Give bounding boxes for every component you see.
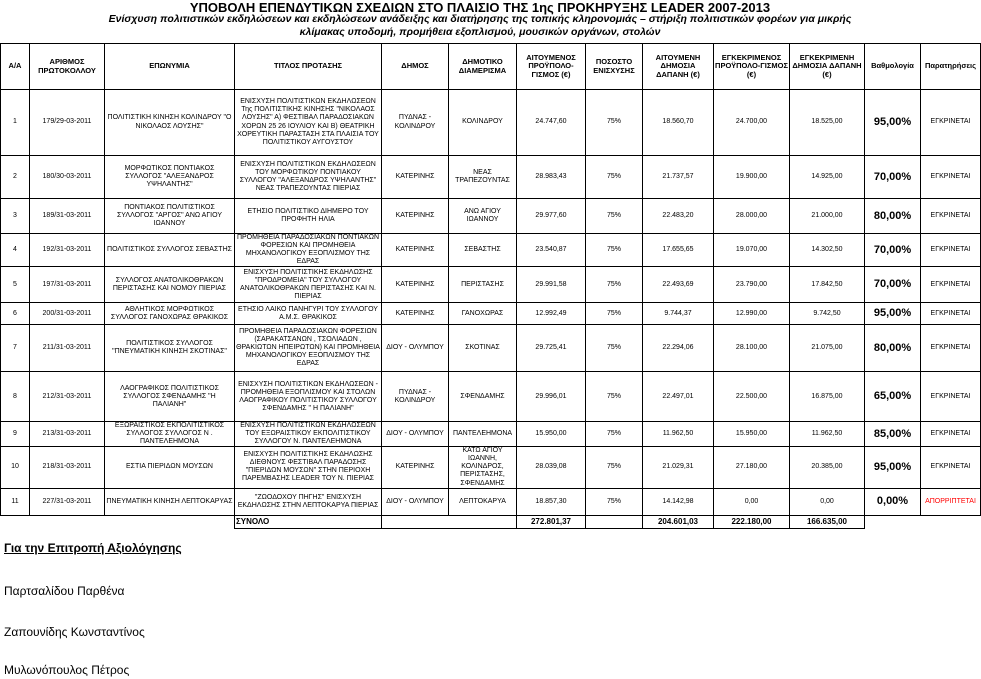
- cell-proposal: ΕΝΙΣΧΥΣΗ ΠΟΛΙΤΙΣΤΙΚΩΝ ΕΚΔΗΛΩΣΕΩΝ ΤΟΥ ΜΟΡΦΩΤΙΚΟΥ ΠΟΝΤΙΑΚΟΥ ΣΥΛΛΟΓΟΥ "ΑΛΕΞΑΝΔΡΟΣ ΥΨΗΛΑΝΤΗΣ" ΝΕΑΣ ΤΡΑΠΕΖΟΥΝΤΑΣ ΠΙΕΡΙΑΣ: [235, 156, 382, 199]
- cell-score: 95,00%: [865, 447, 921, 488]
- header-remarks: Παρατηρήσεις: [921, 44, 981, 90]
- cell-name: ΠΟΛΙΤΙΣΤΙΚΟΣ ΣΥΛΛΟΓΟΣ "ΠΝΕΥΜΑΤΙΚΗ ΚΙΝΗΣΗ ΣΚΟΤΙΝΑΣ": [105, 325, 235, 372]
- committee-member: Ζαπουνίδης Κωνσταντίνος: [4, 625, 145, 639]
- cell-requested-public: 22.483,20: [643, 199, 714, 234]
- header-protocol: ΑΡΙΘΜΟΣ ΠΡΩΤΟΚΟΛΛΟΥ: [30, 44, 105, 90]
- totals-row: [1, 515, 981, 528]
- cell-aid-rate: 75%: [586, 303, 643, 325]
- cell-proposal: ΠΡΟΜΗΘΕΙΑ ΠΑΡΑΔΟΣΙΑΚΩΝ ΦΟΡΕΣΙΩΝ (ΣΑΡΑΚΑΤΣΑΝΩΝ , ΤΣΟΛΙΑΔΩΝ , ΘΡΑΚΙΩΤΩΝ ΗΠΕΙΡΩΤΩΝ) ΚΑΙ ΠΡΟΜΗΘΕΙΑ ΜΗΧΑΝΟΛΟΓΙΚΟΥ ΕΞΟΠΛΙΣΜΟΥ ΤΗΣ ΕΔΡΑΣ: [235, 325, 382, 372]
- cell-requested-budget: 28.039,08: [517, 447, 586, 488]
- cell-approved-public: 20.385,00: [790, 447, 865, 488]
- cell-protocol: 218/31-03-2011: [30, 447, 105, 488]
- cell-requested-public: 14.142,98: [643, 488, 714, 515]
- cell-requested-budget: 24.747,60: [517, 90, 586, 156]
- cell-proposal: ΕΤΗΣΙΟ ΠΟΛΙΤΙΣΤΙΚΟ ΔΙΗΜΕΡΟ ΤΟΥ ΠΡΟΦΗΤΗ ΗΛΙΑ: [235, 199, 382, 234]
- header-approved-public: ΕΓΚΕΚΡΙΜΕΝΗ ΔΗΜΟΣΙΑ ΔΑΠΑΝΗ (€): [790, 44, 865, 90]
- header-requested-budget: ΑΙΤΟΥΜΕΝΟΣ ΠΡΟΫΠΟΛΟ-ΓΙΣΜΟΣ (€): [517, 44, 586, 90]
- cell-remarks: ΕΓΚΡΙΝΕΤΑΙ: [921, 267, 981, 303]
- cell-district: ΣΦΕΝΔΑΜΗΣ: [449, 372, 517, 422]
- cell-protocol: 179/29-03-2011: [30, 90, 105, 156]
- cell-approved-public: 17.842,50: [790, 267, 865, 303]
- cell-requested-budget: 18.857,30: [517, 488, 586, 515]
- cell-protocol: 200/31-03-2011: [30, 303, 105, 325]
- cell-approved-budget: 28.100,00: [714, 325, 790, 372]
- applications-table: [0, 43, 981, 529]
- cell-proposal: "ΖΩΟΔΟΧΟΥ ΠΗΓΗΣ" ΕΝΙΣΧΥΣΗ ΕΚΔΗΛΩΣΗΣ ΣΤΗΝ ΛΕΠΤΟΚΑΡΥΑ ΠΙΕΡΙΑΣ: [235, 488, 382, 515]
- cell-protocol: 211/31-03-2011: [30, 325, 105, 372]
- table-row: [1, 267, 981, 303]
- cell-remarks: ΕΓΚΡΙΝΕΤΑΙ: [921, 325, 981, 372]
- cell-name: ΣΥΛΛΟΓΟΣ ΑΝΑΤΟΛΙΚΟΘΡΑΚΩΝ ΠΕΡΙΣΤΑΣΗΣ ΚΑΙ ΝΟΜΟΥ ΠΙΕΡΙΑΣ: [105, 267, 235, 303]
- cell-municipality: ΠΥΔΝΑΣ - ΚΟΛΙΝΔΡΟΥ: [382, 90, 449, 156]
- cell-name: ΕΞΩΡΑΙΣΤΙΚΟΣ ΕΚΠΟΛΙΤΙΣΤΙΚΟΣ ΣΥΛΛΟΓΟΣ ΣΥΛΛΟΓΟΣ Ν . ΠΑΝΤΕΛΕΗΜΟΝΑ: [105, 422, 235, 447]
- cell-aa: 2: [1, 156, 30, 199]
- cell-approved-public: 9.742,50: [790, 303, 865, 325]
- cell-district: ΝΕΑΣ ΤΡΑΠΕΖΟΥΝΤΑΣ: [449, 156, 517, 199]
- committee-title: Για την Επιτροπή Αξιολόγησης: [4, 541, 182, 555]
- header-aa: Α/Α: [1, 44, 30, 90]
- cell-requested-budget: 29.991,58: [517, 267, 586, 303]
- totals-label: ΣΥΝΟΛΟ: [235, 515, 382, 528]
- cell-district: ΓΑΝΟΧΩΡΑΣ: [449, 303, 517, 325]
- table-row: [1, 234, 981, 267]
- cell-approved-public: 21.075,00: [790, 325, 865, 372]
- cell-aa: 10: [1, 447, 30, 488]
- page-subtitle-line2: κλίμακας υποδομή, προμήθεια εξοπλισμού, μουσικών οργάνων, στολών: [299, 26, 661, 38]
- cell-district: ΚΑΤΩ ΑΓΙΟΥ ΙΩΑΝΝΗ, ΚΟΛΙΝΔΡΟΣ, ΠΕΡΙΣΤΑΣΗΣ, ΣΦΕΝΔΑΜΗΣ: [449, 447, 517, 488]
- cell-requested-public: 9.744,37: [643, 303, 714, 325]
- cell-score: 95,00%: [865, 303, 921, 325]
- page-subtitle-line1: Ενίσχυση πολιτιστικών εκδηλώσεων και εκδηλώσεων ανάδειξης και διατήρησης της τοπικής κληρονομιάς – στήριξη πολιτιστικών φορέων για μικρής: [108, 13, 852, 25]
- cell-name: ΠΝΕΥΜΑΤΙΚΗ ΚΙΝΗΣΗ ΛΕΠΤΟΚΑΡΥΑΣ: [105, 488, 235, 515]
- cell-remarks: ΕΓΚΡΙΝΕΤΑΙ: [921, 156, 981, 199]
- table-row: [1, 199, 981, 234]
- total-approved-public: 166.635,00: [790, 515, 865, 528]
- cell-municipality: ΚΑΤΕΡΙΝΗΣ: [382, 267, 449, 303]
- header-municipality: ΔΗΜΟΣ: [382, 44, 449, 90]
- cell-protocol: 197/31-03-2011: [30, 267, 105, 303]
- cell-requested-budget: 23.540,87: [517, 234, 586, 267]
- cell-district: ΛΕΠΤΟΚΑΡΥΑ: [449, 488, 517, 515]
- cell-approved-public: 11.962,50: [790, 422, 865, 447]
- cell-approved-public: 14.302,50: [790, 234, 865, 267]
- table-row: [1, 488, 981, 515]
- cell-score: 70,00%: [865, 156, 921, 199]
- total-requested-budget: 272.801,37: [517, 515, 586, 528]
- cell-district: ΣΕΒΑΣΤΗΣ: [449, 234, 517, 267]
- table-header-row: [1, 44, 981, 90]
- cell-municipality: ΚΑΤΕΡΙΝΗΣ: [382, 156, 449, 199]
- cell-requested-public: 18.560,70: [643, 90, 714, 156]
- cell-approved-public: 16.875,00: [790, 372, 865, 422]
- cell-approved-budget: 12.990,00: [714, 303, 790, 325]
- cell-aa: 4: [1, 234, 30, 267]
- cell-protocol: 192/31-03-2011: [30, 234, 105, 267]
- cell-remarks: ΕΓΚΡΙΝΕΤΑΙ: [921, 422, 981, 447]
- committee-member: Μυλωνόπουλος Πέτρος: [4, 663, 130, 677]
- table-row: [1, 303, 981, 325]
- cell-approved-budget: 22.500,00: [714, 372, 790, 422]
- cell-proposal: ΕΝΙΣΧΥΣΗ ΠΟΛΙΤΙΣΤΙΚΩΝ ΕΚΔΗΛΩΣΕΩΝ Της ΠΟΛΙΤΙΣΤΙΚΗΣ ΚΙΝΗΣΗΣ "ΝΙΚΟΛΑΟΣ ΛΟΥΣΗΣ" Α) ΦΕΣΤΙΒΑΛ ΠΑΡΑΔΟΣΙΑΚΩΝ ΧΟΡΩΝ 25 26 ΙΟΥΛΙΟΥ ΚΑΙ Β) ΘΕΑΤΡΙΚΗ ΧΟΡΕΥΤΙΚΗ ΠΑΡΑΣΤΑΣΗ ΣΤΑ ΠΛΑΙΣΙΑ ΤΟΥ ΠΟΛΙΤΙΣΤΙΚΟΥ ΑΥΓΟΥΣΤΟΥ: [235, 90, 382, 156]
- cell-remarks: ΕΓΚΡΙΝΕΤΑΙ: [921, 303, 981, 325]
- cell-district: ΑΝΩ ΑΓΙΟΥ ΙΩΑΝΝΟΥ: [449, 199, 517, 234]
- page-title: ΥΠΟΒΟΛΗ ΕΠΕΝΔΥΤΙΚΩΝ ΣΧΕΔΙΩΝ ΣΤΟ ΠΛΑΙΣΙΟ ΤΗΣ 1ης ΠΡΟΚΗΡΥΞΗΣ LEADER 2007-2013: [189, 0, 771, 15]
- cell-requested-budget: 15.950,00: [517, 422, 586, 447]
- cell-requested-budget: 29.725,41: [517, 325, 586, 372]
- cell-approved-budget: 15.950,00: [714, 422, 790, 447]
- cell-protocol: 213/31-03-2011: [30, 422, 105, 447]
- table-row: [1, 372, 981, 422]
- cell-aid-rate: 75%: [586, 156, 643, 199]
- total-requested-public: 204.601,03: [643, 515, 714, 528]
- cell-aa: 3: [1, 199, 30, 234]
- cell-requested-public: 11.962,50: [643, 422, 714, 447]
- cell-name: ΠΟΛΙΤΙΣΤΙΚΗ ΚΙΝΗΣΗ ΚΟΛΙΝΔΡΟΥ "Ο ΝΙΚΟΛΑΟΣ ΛΟΥΣΗΣ": [105, 90, 235, 156]
- cell-municipality: ΚΑΤΕΡΙΝΗΣ: [382, 447, 449, 488]
- cell-municipality: ΚΑΤΕΡΙΝΗΣ: [382, 199, 449, 234]
- cell-aa: 7: [1, 325, 30, 372]
- cell-approved-budget: 0,00: [714, 488, 790, 515]
- cell-requested-public: 21.029,31: [643, 447, 714, 488]
- cell-requested-budget: 29.996,01: [517, 372, 586, 422]
- table-row: [1, 447, 981, 488]
- cell-score: 95,00%: [865, 90, 921, 156]
- cell-aid-rate: 75%: [586, 488, 643, 515]
- cell-protocol: 189/31-03-2011: [30, 199, 105, 234]
- cell-aid-rate: 75%: [586, 372, 643, 422]
- cell-municipality: ΠΥΔΝΑΣ - ΚΟΛΙΝΔΡΟΥ: [382, 372, 449, 422]
- cell-requested-public: 17.655,65: [643, 234, 714, 267]
- cell-requested-public: 21.737,57: [643, 156, 714, 199]
- cell-district: ΣΚΟΤΙΝΑΣ: [449, 325, 517, 372]
- cell-district: ΚΟΛΙΝΔΡΟΥ: [449, 90, 517, 156]
- cell-proposal: ΕΝΙΣΧΥΣΗ ΠΟΛΙΤΙΣΤΙΚΩΝ ΕΚΔΗΛΩΣΕΩΝ - ΠΡΟΜΗΘΕΙΑ ΕΞΟΠΛΙΣΜΟΥ ΚΑΙ ΣΤΟΛΩΝ ΛΑΟΓΡΑΦΙΚΟΥ ΠΟΛΙΤΙΣΤΙΚΟΥ ΣΥΛΛΟΓΟΥ ΣΦΕΝΔΑΜΗΣ " Η ΠΑΛΙΑΝΗ": [235, 372, 382, 422]
- header-name: ΕΠΩΝΥΜΙΑ: [105, 44, 235, 90]
- cell-score: 0,00%: [865, 488, 921, 515]
- cell-aa: 1: [1, 90, 30, 156]
- cell-protocol: 212/31-03-2011: [30, 372, 105, 422]
- cell-aid-rate: 75%: [586, 199, 643, 234]
- cell-district: ΠΑΝΤΕΛΕΗΜΟΝΑ: [449, 422, 517, 447]
- cell-proposal: ΕΝΙΣΧΥΣΗ ΠΟΛΙΤΙΣΤΙΚΗΣ ΕΚΔΗΛΩΣΗΣ "ΠΡΟΔΡΟΜΕΙΑ" ΤΟΥ ΣΥΛΛΟΓΟΥ ΑΝΑΤΟΛΙΚΟΘΡΑΚΩΝ ΠΕΡΙΣΤΑΣΗΣ ΚΑΙ Ν. ΠΙΕΡΙΑΣ: [235, 267, 382, 303]
- cell-requested-public: 22.294,06: [643, 325, 714, 372]
- cell-aid-rate: 75%: [586, 447, 643, 488]
- cell-aa: 11: [1, 488, 30, 515]
- cell-name: ΜΟΡΦΩΤΙΚΟΣ ΠΟΝΤΙΑΚΟΣ ΣΥΛΛΟΓΟΣ "ΑΛΕΞΑΝΔΡΟΣ ΥΨΗΛΑΝΤΗΣ": [105, 156, 235, 199]
- cell-municipality: ΔΙΟΥ - ΟΛΥΜΠΟΥ: [382, 422, 449, 447]
- cell-remarks: ΕΓΚΡΙΝΕΤΑΙ: [921, 234, 981, 267]
- table-row: [1, 156, 981, 199]
- cell-score: 80,00%: [865, 325, 921, 372]
- cell-protocol: 180/30-03-2011: [30, 156, 105, 199]
- committee-member: Παρτσαλίδου Παρθένα: [4, 584, 125, 598]
- cell-protocol: 227/31-03-2011: [30, 488, 105, 515]
- header-requested-public: ΑΙΤΟΥΜΕΝΗ ΔΗΜΟΣΙΑ ΔΑΠΑΝΗ (€): [643, 44, 714, 90]
- cell-score: 70,00%: [865, 234, 921, 267]
- cell-approved-budget: 28.000,00: [714, 199, 790, 234]
- cell-name: ΠΟΛΙΤΙΣΤΙΚΟΣ ΣΥΛΛΟΓΟΣ ΣΕΒΑΣΤΗΣ: [105, 234, 235, 267]
- cell-approved-public: 14.925,00: [790, 156, 865, 199]
- cell-aa: 9: [1, 422, 30, 447]
- cell-name: ΠΟΝΤΙΑΚΟΣ ΠΟΛΙΤΙΣΤΙΚΟΣ ΣΥΛΛΟΓΟΣ "ΑΡΓΟΣ" ΑΝΩ ΑΓΙΟΥ ΙΩΑΝΝΟΥ: [105, 199, 235, 234]
- cell-name: ΑΘΛΗΤΙΚΟΣ ΜΟΡΦΩΤΙΚΟΣ ΣΥΛΛΟΓΟΣ ΓΑΝΟΧΩΡΑΣ ΘΡΑΚΙΚΟΣ: [105, 303, 235, 325]
- cell-municipality: ΚΑΤΕΡΙΝΗΣ: [382, 303, 449, 325]
- cell-aid-rate: 75%: [586, 325, 643, 372]
- cell-remarks: ΕΓΚΡΙΝΕΤΑΙ: [921, 90, 981, 156]
- cell-approved-public: 18.525,00: [790, 90, 865, 156]
- cell-requested-budget: 28.983,43: [517, 156, 586, 199]
- cell-aa: 5: [1, 267, 30, 303]
- table-row: [1, 422, 981, 447]
- cell-proposal: ΠΡΟΜΗΘΕΙΑ ΠΑΡΑΔΟΣΙΑΚΩΝ ΠΟΝΤΙΑΚΩΝ ΦΟΡΕΣΙΩΝ ΚΑΙ ΠΡΟΜΗΘΕΙΑ ΜΗΧΑΝΟΛΟΓΙΚΟΥ ΕΞΟΠΛΙΣΜΟΥ ΤΗΣ ΕΔΡΑΣ: [235, 234, 382, 267]
- cell-score: 80,00%: [865, 199, 921, 234]
- cell-name: ΛΑΟΓΡΑΦΙΚΟΣ ΠΟΛΙΤΙΣΤΙΚΟΣ ΣΥΛΛΟΓΟΣ ΣΦΕΝΔΑΜΗΣ "Η ΠΑΛΙΑΝΗ": [105, 372, 235, 422]
- cell-proposal: ΕΝΙΣΧΥΣΗ ΠΟΛΙΤΙΣΤΙΚΗΣ ΕΚΔΗΛΩΣΗΣ ΔΙΕΘΝΟΥΣ ΦΕΣΤΙΒΑΛ ΠΑΡΑΔΟΣΗΣ "ΠΙΕΡΙΔΩΝ ΜΟΥΣΩΝ" ΣΤΗΝ ΠΕΡΙΟΧΗ ΠΑΡΕΜΒΑΣΗΣ LEADER ΤΟΥ Ν. ΠΙΕΡΙΑΣ: [235, 447, 382, 488]
- cell-approved-public: 21.000,00: [790, 199, 865, 234]
- header-approved-budget: ΕΓΚΕΚΡΙΜΕΝΟΣ ΠΡΟΫΠΟΛΟ-ΓΙΣΜΟΣ (€): [714, 44, 790, 90]
- cell-name: ΕΣΤΙΑ ΠΙΕΡΙΔΩΝ ΜΟΥΣΩΝ: [105, 447, 235, 488]
- cell-remarks: ΑΠΟΡΡΙΠΤΕΤΑΙ: [921, 488, 981, 515]
- header-proposal: ΤΙΤΛΟΣ ΠΡΟΤΑΣΗΣ: [235, 44, 382, 90]
- cell-aid-rate: 75%: [586, 90, 643, 156]
- cell-proposal: ΕΤΗΣΙΟ ΛΑΙΚΟ ΠΑΝΗΓΥΡΙ ΤΟΥ ΣΥΛΛΟΓΟΥ Α.Μ.Σ. ΘΡΑΚΙΚΟΣ: [235, 303, 382, 325]
- cell-aid-rate: 75%: [586, 422, 643, 447]
- cell-district: ΠΕΡΙΣΤΑΣΗΣ: [449, 267, 517, 303]
- cell-municipality: ΚΑΤΕΡΙΝΗΣ: [382, 234, 449, 267]
- cell-aa: 6: [1, 303, 30, 325]
- cell-approved-public: 0,00: [790, 488, 865, 515]
- total-approved-budget: 222.180,00: [714, 515, 790, 528]
- cell-remarks: ΕΓΚΡΙΝΕΤΑΙ: [921, 199, 981, 234]
- table-row: [1, 90, 981, 156]
- cell-score: 85,00%: [865, 422, 921, 447]
- cell-remarks: ΕΓΚΡΙΝΕΤΑΙ: [921, 372, 981, 422]
- cell-score: 70,00%: [865, 267, 921, 303]
- cell-requested-budget: 12.992,49: [517, 303, 586, 325]
- header-aid-rate: ΠΟΣΟΣΤΟ ΕΝΙΣΧΥΣΗΣ: [586, 44, 643, 90]
- cell-remarks: ΕΓΚΡΙΝΕΤΑΙ: [921, 447, 981, 488]
- cell-requested-public: 22.493,69: [643, 267, 714, 303]
- table-row: [1, 325, 981, 372]
- header-district: ΔΗΜΟΤΙΚΟ ΔΙΑΜΕΡΙΣΜΑ: [449, 44, 517, 90]
- cell-aid-rate: 75%: [586, 267, 643, 303]
- cell-approved-budget: 19.900,00: [714, 156, 790, 199]
- cell-approved-budget: 27.180,00: [714, 447, 790, 488]
- cell-proposal: ΕΝΙΣΧΥΣΗ ΠΟΛΙΤΙΣΤΙΚΩΝ ΕΚΔΗΛΩΣΕΩΝ ΤΟΥ ΕΞΩΡΑΙΣΤΙΚΟΥ ΕΚΠΟΛΙΤΙΣΤΙΚΟΥ ΣΥΛΛΟΓΟΥ Ν. ΠΑΝΤΕΛΕΗΜΟΝΑ: [235, 422, 382, 447]
- header-score: Βαθμολογία: [865, 44, 921, 90]
- cell-score: 65,00%: [865, 372, 921, 422]
- cell-municipality: ΔΙΟΥ - ΟΛΥΜΠΟΥ: [382, 488, 449, 515]
- cell-aid-rate: 75%: [586, 234, 643, 267]
- cell-requested-budget: 29.977,60: [517, 199, 586, 234]
- cell-approved-budget: 19.070,00: [714, 234, 790, 267]
- cell-municipality: ΔΙΟΥ - ΟΛΥΜΠΟΥ: [382, 325, 449, 372]
- cell-approved-budget: 23.790,00: [714, 267, 790, 303]
- cell-approved-budget: 24.700,00: [714, 90, 790, 156]
- cell-requested-public: 22.497,01: [643, 372, 714, 422]
- cell-aa: 8: [1, 372, 30, 422]
